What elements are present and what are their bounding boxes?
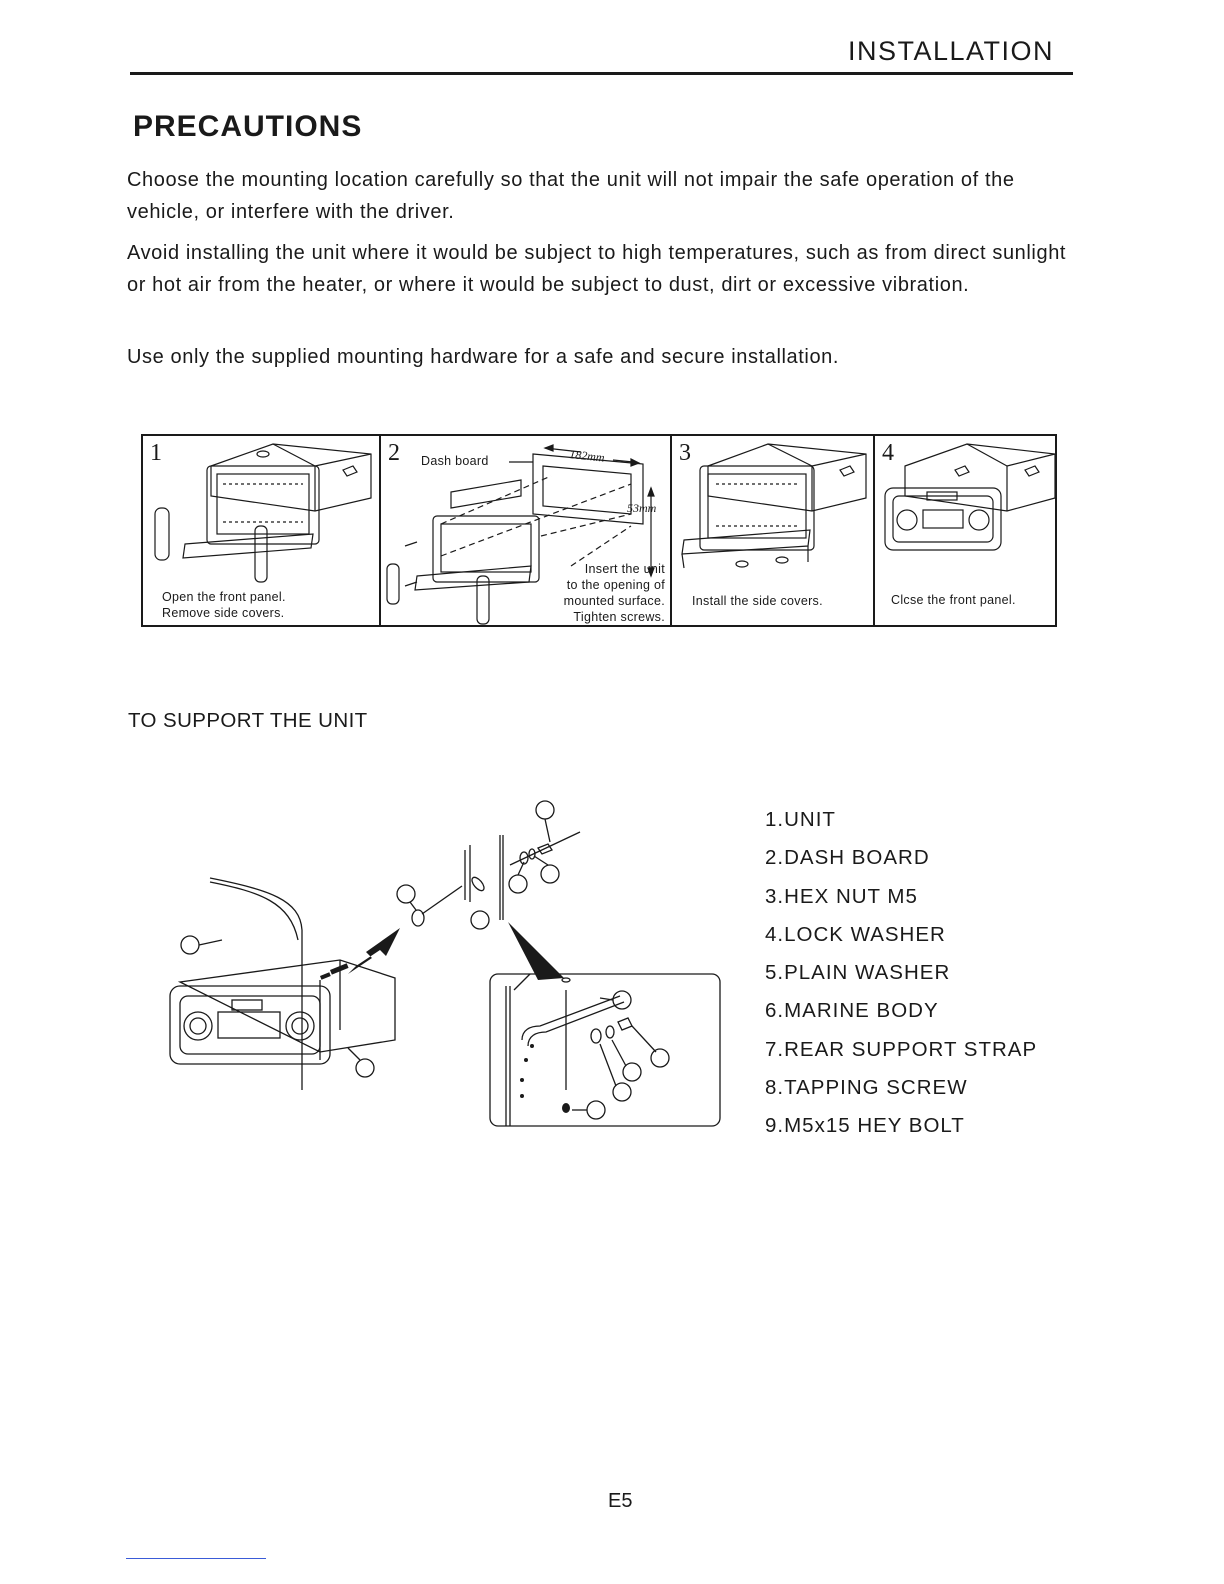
step-4-number: 4 bbox=[882, 440, 894, 466]
step-2 bbox=[379, 436, 670, 625]
part-item: 9.M5x15 HEY BOLT bbox=[765, 1114, 965, 1138]
part-item: 5.PLAIN WASHER bbox=[765, 961, 951, 985]
part-item: 3.HEX NUT M5 bbox=[765, 884, 918, 908]
step-4-caption: Clcse the front panel. bbox=[891, 593, 1016, 607]
detail-pointer-icon bbox=[508, 922, 564, 980]
step-4 bbox=[873, 436, 1059, 625]
part-item: 1.UNIT bbox=[765, 808, 836, 831]
dash-board-label: Dash board bbox=[421, 454, 489, 468]
part-item: 7.REAR SUPPORT STRAP bbox=[765, 1037, 1038, 1061]
step-2-caption-line: to the opening of bbox=[566, 578, 665, 592]
header-rule bbox=[130, 72, 1073, 75]
part-item: 4.LOCK WASHER bbox=[765, 922, 946, 946]
support-diagram bbox=[160, 790, 730, 1140]
insert-arrow-icon bbox=[348, 928, 400, 974]
step-3-number: 3 bbox=[679, 440, 691, 466]
width-dimension: 182mm bbox=[568, 447, 606, 465]
step-1-caption bbox=[162, 589, 286, 621]
precaution-paragraph-1: Choose the mounting location carefully so that the unit will not impair the safe operation of the vehicle, or interfere with the driver. bbox=[127, 169, 1015, 223]
support-section-title: TO SUPPORT THE UNIT bbox=[128, 709, 368, 732]
step-1-number: 1 bbox=[150, 440, 162, 466]
installation-steps bbox=[141, 434, 1057, 627]
step-2-caption-line: Tighten screws. bbox=[573, 610, 665, 624]
height-dimension: 53mm bbox=[627, 501, 657, 515]
part-item: 8.TAPPING SCREW bbox=[765, 1076, 968, 1100]
part-item: 6.MARINE BODY bbox=[765, 999, 939, 1023]
step-3 bbox=[670, 436, 873, 625]
page-title: PRECAUTIONS bbox=[133, 110, 363, 143]
step-1-caption-line: Remove side covers. bbox=[162, 606, 285, 620]
step-2-number: 2 bbox=[388, 440, 400, 466]
precaution-paragraph-2: Avoid installing the unit where it would be subject to high temperatures, such as from direct sunlight or hot air from the heater, or where it would be subject to dust, dirt or excessive vibration. bbox=[127, 242, 1067, 296]
step-3-caption: Install the side covers. bbox=[692, 594, 823, 608]
step-2-caption-line: Insert the unit bbox=[584, 562, 665, 576]
section-header: INSTALLATION bbox=[848, 36, 1055, 66]
part-item: 2.DASH BOARD bbox=[765, 846, 930, 870]
step-2-caption bbox=[559, 561, 665, 625]
step-2-caption-line: mounted surface. bbox=[563, 594, 665, 608]
step-1-caption-line: Open the front panel. bbox=[162, 590, 286, 604]
parts-list bbox=[765, 806, 1037, 1151]
step-1 bbox=[143, 436, 379, 625]
footer-link-underline bbox=[126, 1558, 266, 1559]
precaution-paragraph-3: Use only the supplied mounting hardware for a safe and secure installation. bbox=[127, 346, 840, 368]
page-number: E5 bbox=[608, 1490, 633, 1512]
